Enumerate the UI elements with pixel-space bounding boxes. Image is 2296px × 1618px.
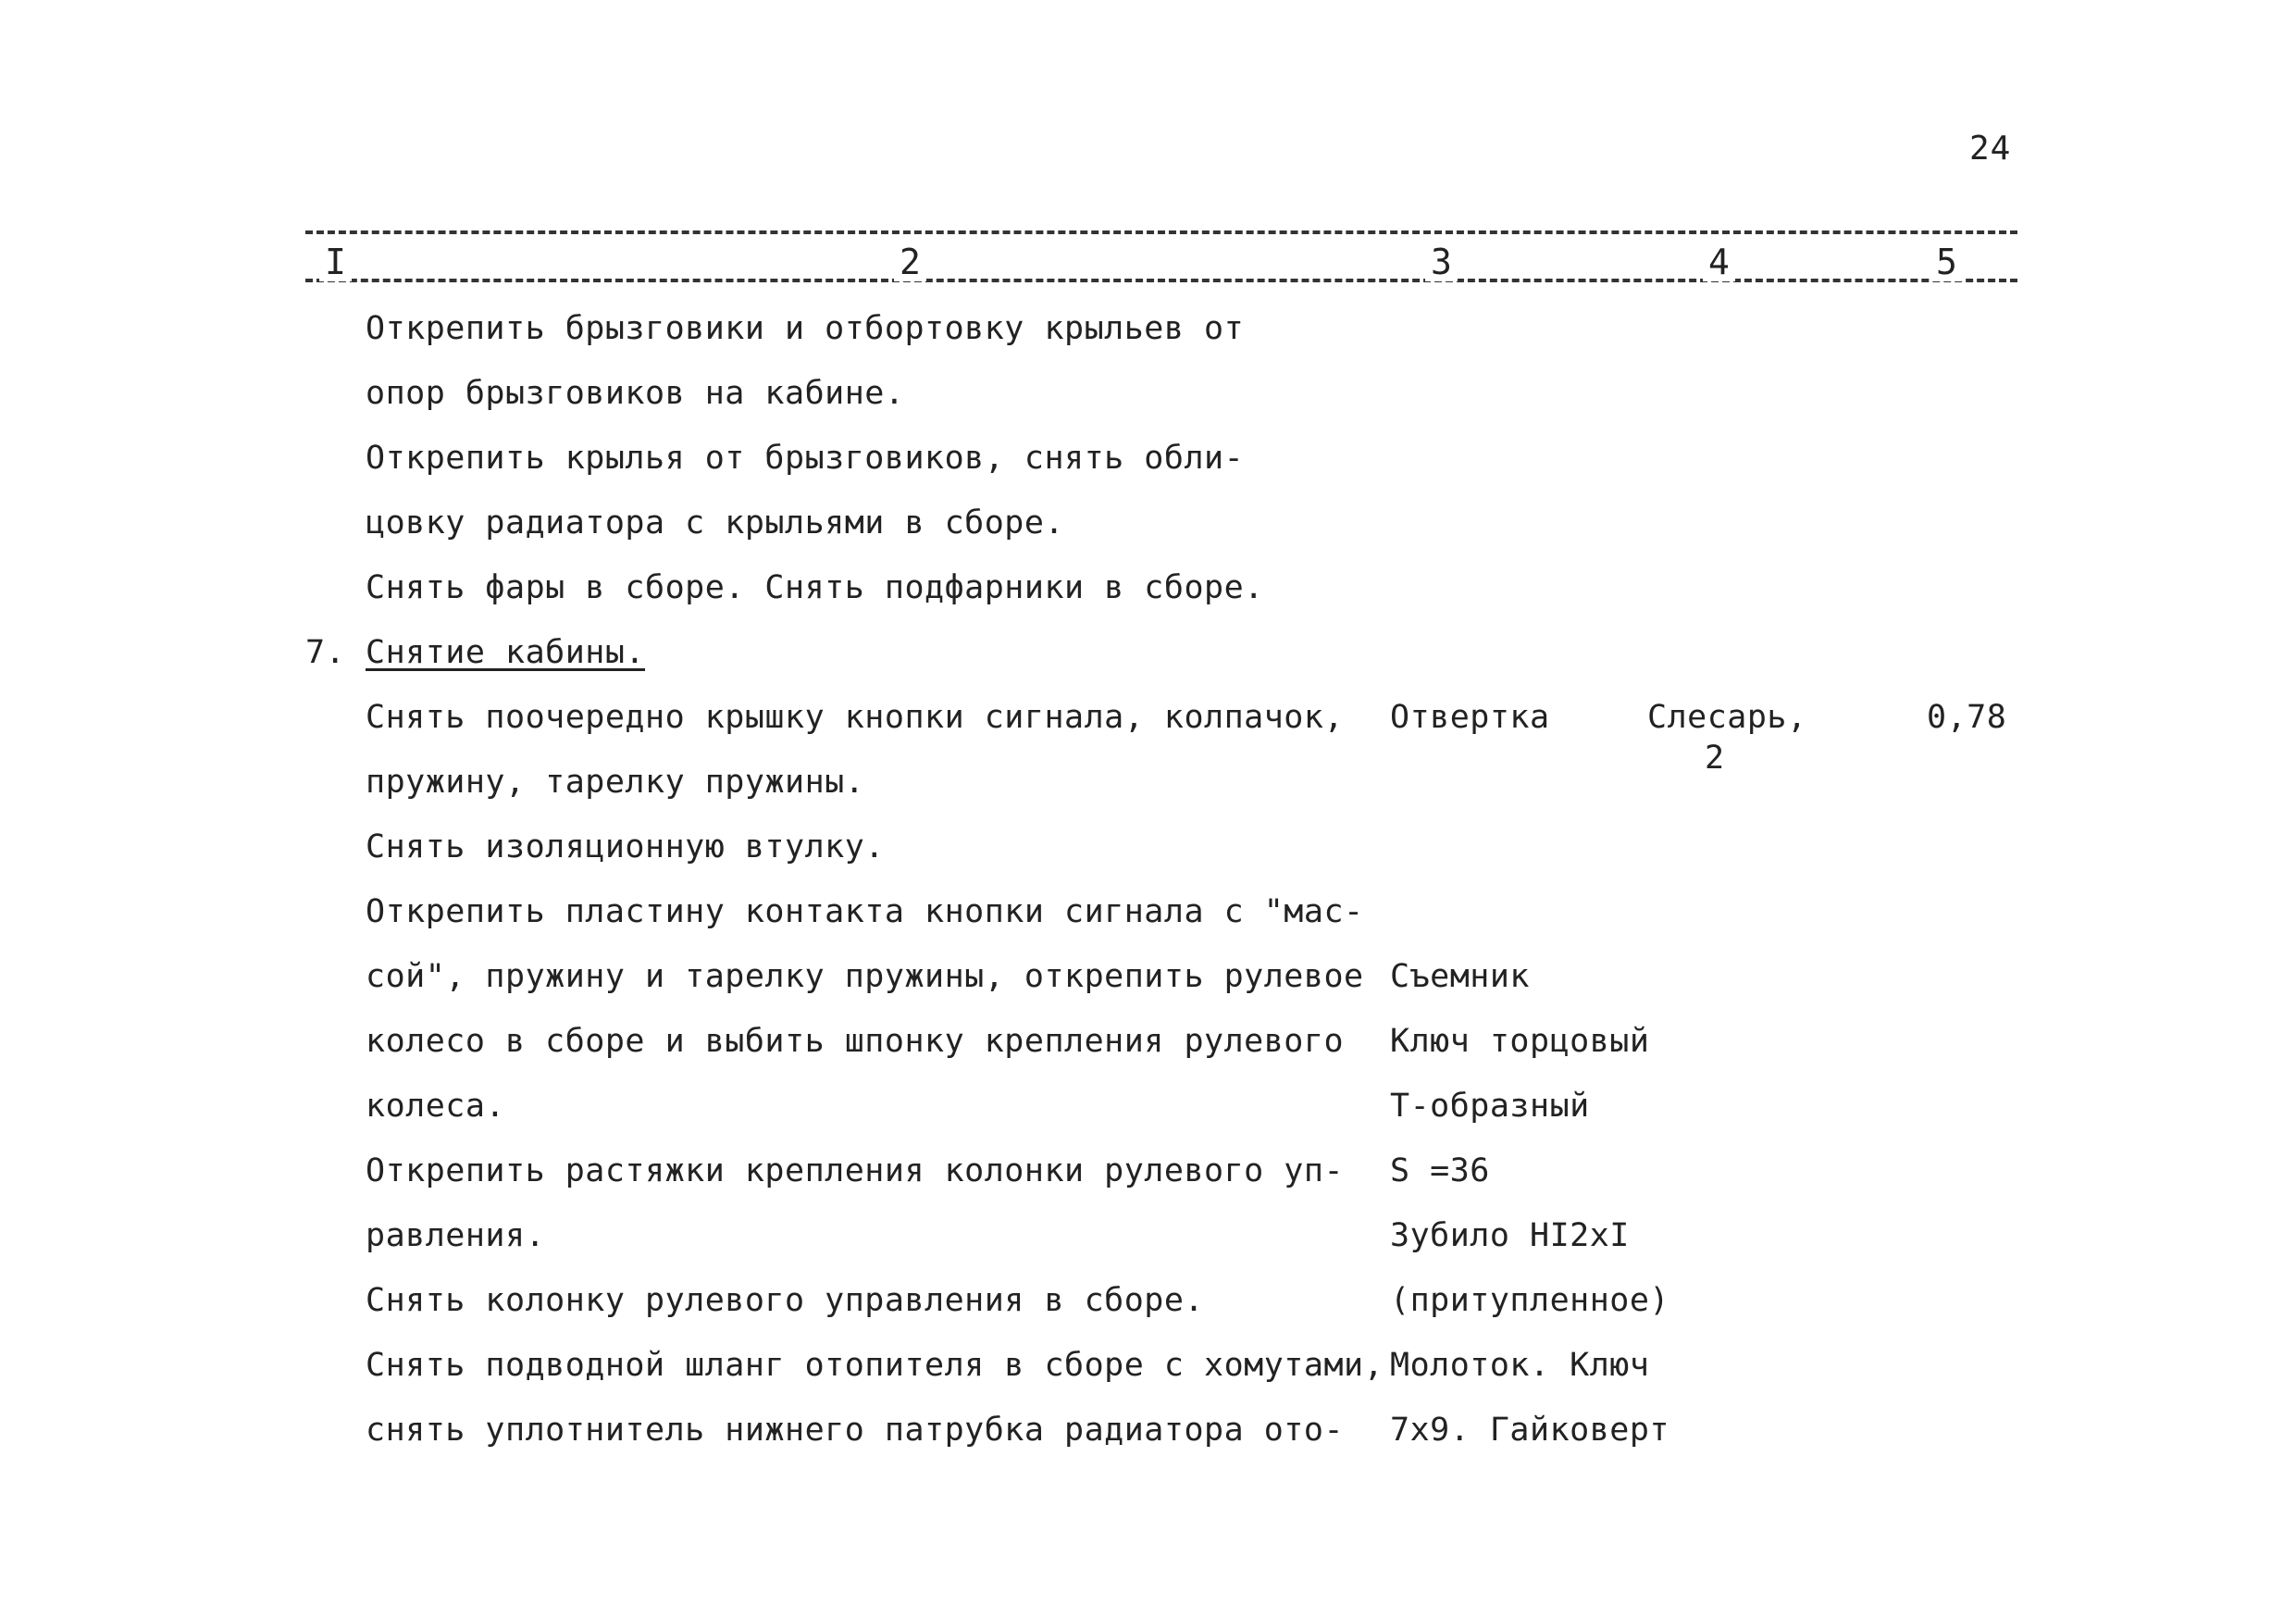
text-line: Снять подводной шланг отопителя в сборе с хомутами, [366,1347,1384,1384]
worker-grade-cell: 2 [1705,740,1725,777]
column-header-1: I [319,243,352,281]
text-line: равления. [366,1217,546,1254]
text-line: Снять фары в сборе. Снять подфарники в сборе. [366,569,1264,606]
tool-cell: (притупленное) [1390,1282,1670,1319]
text-line: колеса. [366,1088,506,1125]
tool-cell: Ключ торцовый [1390,1023,1650,1060]
tool-cell: S =36 [1390,1152,1490,1189]
page-number: 24 [1969,130,2012,168]
tool-cell: Молоток. Ключ [1390,1347,1650,1384]
tool-cell: Зубило HI2xI [1390,1217,1630,1254]
column-header-4: 4 [1703,243,1735,281]
text-line: пружину, тарелку пружины. [366,764,865,801]
section-number: 7. [305,634,346,671]
text-line: Снять изоляционную втулку. [366,828,885,865]
text-line: колесо в сборе и выбить шпонку крепления рулевого [366,1023,1345,1060]
text-line: Открепить пластину контакта кнопки сигнала с "мас- [366,893,1364,930]
text-line: Открепить крылья от брызговиков, снять обли- [366,440,1245,477]
text-line: снять уплотнитель нижнего патрубка радиатора ото- [366,1412,1345,1449]
column-header-3: 3 [1425,243,1458,281]
tool-cell: 7x9. Гайковерт [1390,1412,1670,1449]
column-header-2: 2 [894,243,926,281]
time-cell: 0,78 [1927,699,2007,736]
text-line: Открепить растяжки крепления колонки рулевого уп- [366,1152,1345,1189]
section-title: Снятие кабины. [366,634,646,671]
column-header-5: 5 [1930,243,1963,281]
table-top-rule [305,230,2017,234]
tool-cell: Т-образный [1390,1088,1590,1125]
text-line: Снять поочередно крышку кнопки сигнала, колпачок, [366,699,1345,736]
table-header-rule [305,279,2017,282]
text-line: Открепить брызговики и отбортовку крыльев от [366,310,1245,347]
worker-cell: Слесарь, [1647,699,1807,736]
text-line: цовку радиатора с крыльями в сборе. [366,504,1065,541]
tool-cell: Отвертка [1390,699,1550,736]
text-line: Снять колонку рулевого управления в сборе. [366,1282,1205,1319]
text-line: опор брызговиков на кабине. [366,375,905,412]
text-line: сой", пружину и тарелку пружины, открепить рулевое [366,958,1364,995]
tool-cell: Съемник [1390,958,1531,995]
